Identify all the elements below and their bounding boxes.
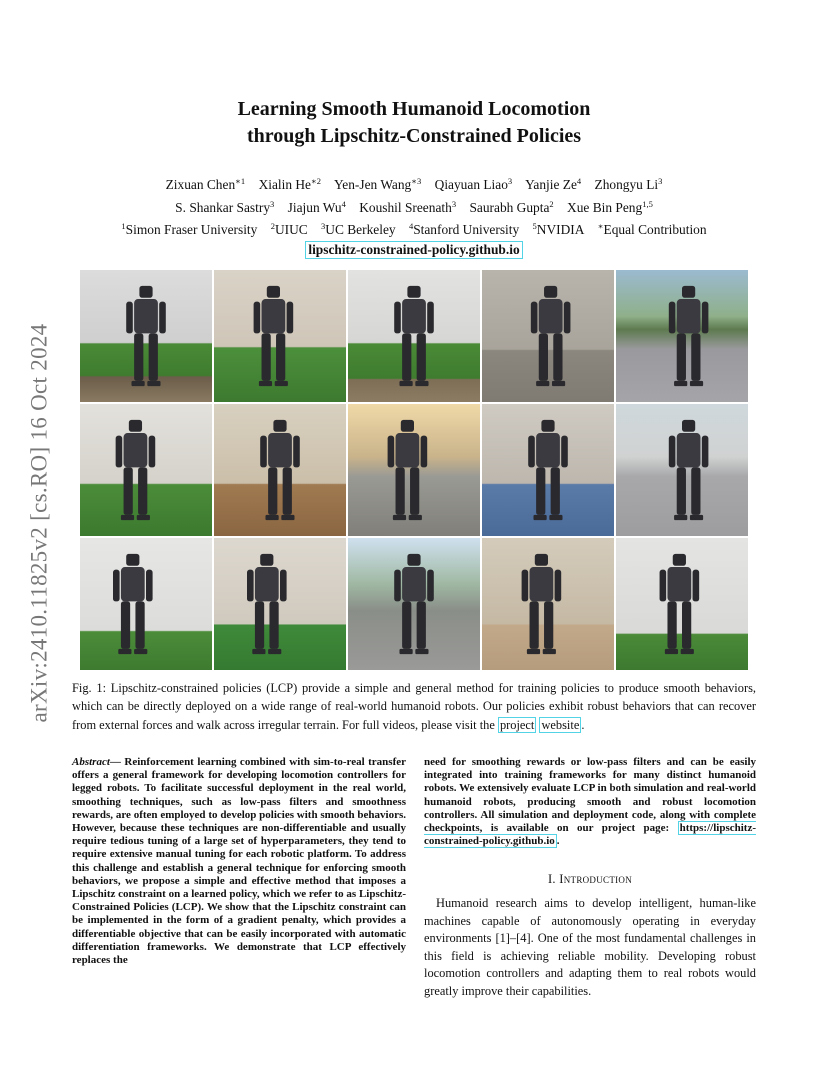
robot-part <box>121 515 134 520</box>
affiliation-name: Equal Contribution <box>603 222 707 237</box>
affiliation-sup: 1 <box>121 221 126 231</box>
robot-part <box>533 515 546 520</box>
robot-photo <box>80 404 212 536</box>
robot-part <box>269 601 278 649</box>
robot-figure-icon <box>482 270 614 402</box>
author: Koushil Sreenath <box>359 199 452 215</box>
robot-part <box>536 381 549 386</box>
robot-part <box>126 302 133 334</box>
caption-end: . <box>581 717 585 732</box>
robot-part <box>674 381 687 386</box>
robot-photo <box>348 270 480 402</box>
robot-part <box>544 286 557 298</box>
robot-part <box>536 467 545 515</box>
robot-photo-grid <box>80 270 748 670</box>
affiliation <box>271 217 308 240</box>
figure-caption <box>72 679 756 734</box>
robot-part <box>124 433 148 467</box>
robot-part <box>682 286 695 298</box>
robot-part <box>254 302 261 334</box>
author-sup: 3 <box>451 198 457 209</box>
author: Yen-Jen Wang <box>333 177 412 192</box>
robot-part <box>667 567 691 601</box>
robot-part <box>555 570 562 602</box>
robot-part <box>677 467 686 515</box>
arxiv-identifier-text: arXiv:2410.11825v2 [cs.RO] 16 Oct 2024 <box>26 323 52 723</box>
robot-part <box>268 433 292 467</box>
robot-figure-icon <box>348 404 480 536</box>
robot-part <box>396 433 420 467</box>
robot-part <box>669 436 676 468</box>
robot-part <box>247 570 254 602</box>
robot-part <box>402 601 411 649</box>
robot-part <box>536 433 560 467</box>
robot-part <box>682 601 691 649</box>
robot-figure-icon <box>80 270 212 402</box>
robot-photo <box>482 538 614 670</box>
abstract-continued <box>424 756 756 848</box>
robot-part <box>410 467 419 515</box>
robot-figure-icon <box>616 270 748 402</box>
robot-part <box>118 649 131 654</box>
abstract-dash: — <box>109 756 125 768</box>
abstract-continued-text: need for smoothing rewards or low-pass filters and can be easily integrated into training frameworks for many distinct humanoid robots. We extensively evaluate LCP in both simulation and real-world humanoid robots, producing smooth and robust locomotion controllers. All simulation and deployment code, along with complete checkpoints, is available on our project page: <box>424 756 756 835</box>
robot-part <box>137 515 150 520</box>
author-sup: 3 <box>507 176 513 186</box>
robot-part <box>280 570 287 602</box>
robot-part <box>394 302 401 334</box>
robot-figure-icon <box>80 538 212 670</box>
paper-title <box>0 96 828 150</box>
robot-part <box>124 467 133 515</box>
affiliation-name: Stanford University <box>413 222 520 237</box>
affiliation-sup: 5 <box>532 221 537 231</box>
author: Zixuan Chen <box>165 177 236 192</box>
robot-photo <box>214 404 346 536</box>
robot-part <box>273 420 286 432</box>
robot-part <box>417 601 426 649</box>
affiliation <box>533 217 585 240</box>
robot-part <box>552 381 565 386</box>
affiliation <box>409 217 519 240</box>
robot-part <box>530 567 554 601</box>
author: Saurabh Gupta <box>469 199 550 215</box>
robot-photo <box>482 270 614 402</box>
robot-part <box>530 601 539 649</box>
robot-photo <box>616 404 748 536</box>
robot-part <box>527 649 540 654</box>
robot-part <box>673 554 686 566</box>
robot-part <box>561 436 568 468</box>
robot-part <box>129 420 142 432</box>
robot-photo <box>482 404 614 536</box>
robot-part <box>281 515 294 520</box>
author: Xialin He <box>258 177 311 192</box>
author: S. Shankar Sastry <box>175 199 271 215</box>
affiliation-line <box>0 217 828 240</box>
affiliation-sup: 2 <box>270 221 275 231</box>
affiliation-name: Simon Fraser University <box>125 222 258 237</box>
author-block <box>0 172 828 259</box>
robot-figure-icon <box>348 270 480 402</box>
robot-part <box>255 601 264 649</box>
robot-part <box>147 381 160 386</box>
robot-part <box>126 554 139 566</box>
robot-part <box>287 302 294 334</box>
robot-part <box>146 570 153 602</box>
affiliation-name: UC Berkeley <box>325 222 396 237</box>
robot-part <box>702 436 709 468</box>
robot-part <box>427 570 434 602</box>
affiliation <box>321 217 396 240</box>
robot-part <box>690 381 703 386</box>
robot-part <box>407 286 420 298</box>
caption-project-link[interactable]: project <box>499 717 535 732</box>
robot-part <box>522 570 529 602</box>
author: Zhongyu Li <box>594 177 659 192</box>
author: Yanjie Ze <box>525 177 577 192</box>
robot-figure-icon <box>482 404 614 536</box>
robot-part <box>691 467 700 515</box>
robot-part <box>677 333 686 381</box>
affiliation <box>121 217 257 240</box>
robot-part <box>691 333 700 381</box>
abstract-end: . <box>556 835 560 848</box>
robot-part <box>138 467 147 515</box>
section-heading: I. Introduction <box>547 872 633 886</box>
robot-part <box>660 570 667 602</box>
robot-part <box>667 601 676 649</box>
robot-part <box>255 567 279 601</box>
robot-part <box>681 649 694 654</box>
robot-part <box>427 302 434 334</box>
robot-part <box>399 649 412 654</box>
robot-part <box>409 515 422 520</box>
robot-part <box>131 381 144 386</box>
affiliation-sup: ∗ <box>597 221 604 231</box>
robot-part <box>401 420 414 432</box>
robot-part <box>539 333 548 381</box>
robot-part <box>159 302 166 334</box>
author-sup: ∗2 <box>311 176 322 186</box>
robot-part <box>121 601 130 649</box>
robot-figure-icon <box>348 538 480 670</box>
robot-part <box>265 515 278 520</box>
robot-figure-icon <box>214 270 346 402</box>
robot-part <box>415 381 428 386</box>
robot-part <box>293 436 300 468</box>
caption-website-link[interactable]: website <box>541 717 580 732</box>
robot-part <box>677 433 701 467</box>
robot-part <box>407 554 420 566</box>
robot-part <box>139 286 152 298</box>
robot-part <box>535 554 548 566</box>
robot-figure-icon <box>214 404 346 536</box>
robot-figure-icon <box>616 404 748 536</box>
author-sup: 3 <box>658 176 663 186</box>
robot-photo <box>348 404 480 536</box>
introduction-paragraph: Humanoid research aims to develop intelligent, human-like machines capable of autonomously operating in everyday environments [1]–[4]. One of the most fundamental challenges in this field is achieving reliable mobility. Developing robust locomotion controllers and adapting them to real robots would greatly improve their capabilities. <box>424 896 756 998</box>
robot-photo <box>80 538 212 670</box>
robot-part <box>531 302 538 334</box>
author-line-2 <box>0 195 828 218</box>
author-sup: ∗3 <box>411 176 422 186</box>
affiliation-sup: 3 <box>321 221 326 231</box>
robot-part <box>677 299 701 333</box>
author: Jiajun Wu <box>287 199 342 215</box>
robot-part <box>393 515 406 520</box>
author-line-1 <box>0 172 828 195</box>
robot-part <box>690 515 703 520</box>
robot-part <box>260 554 273 566</box>
robot-part <box>665 649 678 654</box>
robot-photo <box>616 538 748 670</box>
robot-part <box>116 436 123 468</box>
author-sup: 4 <box>576 176 582 186</box>
robot-part <box>134 299 158 333</box>
robot-part <box>417 333 426 381</box>
robot-part <box>268 649 281 654</box>
author-sup: 4 <box>341 198 346 209</box>
robot-photo <box>214 538 346 670</box>
robot-figure-icon <box>214 538 346 670</box>
robot-part <box>669 302 676 334</box>
robot-figure-icon <box>482 538 614 670</box>
robot-part <box>394 570 401 602</box>
robot-part <box>402 333 411 381</box>
robot-part <box>252 649 265 654</box>
robot-part <box>260 436 267 468</box>
robot-part <box>674 515 687 520</box>
affiliation-sup: 4 <box>408 221 414 231</box>
author: Qiayuan Liao <box>434 177 508 192</box>
robot-part <box>528 436 535 468</box>
website-line <box>0 240 828 260</box>
author-sup: ∗1 <box>235 176 246 186</box>
robot-figure-icon <box>616 538 748 670</box>
robot-part <box>551 467 560 515</box>
robot-part <box>564 302 571 334</box>
robot-figure-icon <box>80 404 212 536</box>
affiliation <box>598 217 707 240</box>
arxiv-identifier <box>19 288 59 758</box>
robot-part <box>276 333 285 381</box>
robot-photo <box>616 270 748 402</box>
robot-part <box>553 333 562 381</box>
robot-part <box>399 381 412 386</box>
robot-part <box>149 436 156 468</box>
robot-part <box>268 467 277 515</box>
robot-part <box>421 436 428 468</box>
robot-part <box>267 286 280 298</box>
robot-part <box>262 333 271 381</box>
robot-part <box>549 515 562 520</box>
robot-part <box>693 570 700 602</box>
robot-part <box>543 649 556 654</box>
robot-part <box>275 381 288 386</box>
robot-part <box>402 567 426 601</box>
robot-part <box>134 333 143 381</box>
robot-part <box>388 436 395 468</box>
caption-text: Fig. 1: Lipschitz-constrained policies (LCP) provide a simple and general method for training policies to produce smooth behaviors, which can be directly deployed on a wide range of real-world humanoid robots. Our policies exhibit robust behaviors that can recover from external forces and walk across irregular terrain. For full videos, please visit the <box>72 681 756 732</box>
robot-photo <box>348 538 480 670</box>
robot-part <box>135 601 144 649</box>
author-sup: 3 <box>270 198 275 209</box>
title-line-2: through Lipschitz-Constrained Policies <box>246 125 582 147</box>
project-website-link[interactable]: lipschitz-constrained-policy.github.io <box>305 241 522 259</box>
robot-photo <box>80 270 212 402</box>
robot-part <box>402 299 426 333</box>
robot-part <box>415 649 428 654</box>
title-line-1: Learning Smooth Humanoid Locomotion <box>237 98 591 120</box>
robot-part <box>544 601 553 649</box>
author-sup: 1,5 <box>642 198 653 209</box>
robot-photo <box>214 270 346 402</box>
robot-part <box>702 302 709 334</box>
affiliation-name: UIUC <box>274 222 308 237</box>
robot-part <box>134 649 147 654</box>
robot-part <box>682 420 695 432</box>
affiliation-name: NVIDIA <box>536 222 585 237</box>
robot-part <box>283 467 292 515</box>
robot-part <box>113 570 120 602</box>
robot-part <box>259 381 272 386</box>
robot-part <box>121 567 145 601</box>
author-sup: 2 <box>549 198 554 209</box>
abstract <box>72 756 406 967</box>
robot-part <box>539 299 563 333</box>
robot-part <box>396 467 405 515</box>
abstract-text: Reinforcement learning combined with sim-to-real transfer offers a general framework for developing locomotion controllers for legged robots. To facilitate successful deployment in the real world, smoothing techniques, such as low-pass filters and smoothness rewards, are often employed to develop policies with smooth behaviors. However, because these techniques are non-differentiable and usually require tedious tuning of a large set of hyperparameters, they tend to require extensive manual tuning for each robotic platform. To address this challenge and establish a general technique for enforcing smooth behaviors, we propose a simple and effective method that imposes a Lipschitz constraint on a learned policy, which we refer to as Lipschitz-Constrained Policies (LCP). We show that the Lipschitz constraint can be implemented in the form of a gradient penalty, which provides a differentiable objective that can be easily incorporated with automatic differentiation frameworks. We demonstrate that LCP effectively replaces the <box>72 756 407 967</box>
abstract-heading: Abstract <box>72 756 110 768</box>
robot-part <box>262 299 286 333</box>
robot-part <box>541 420 554 432</box>
robot-part <box>149 333 158 381</box>
author: Xue Bin Peng <box>567 199 643 215</box>
abstract-url-link[interactable]: https://lipschitz-constrained-policy.github.io <box>424 822 756 848</box>
